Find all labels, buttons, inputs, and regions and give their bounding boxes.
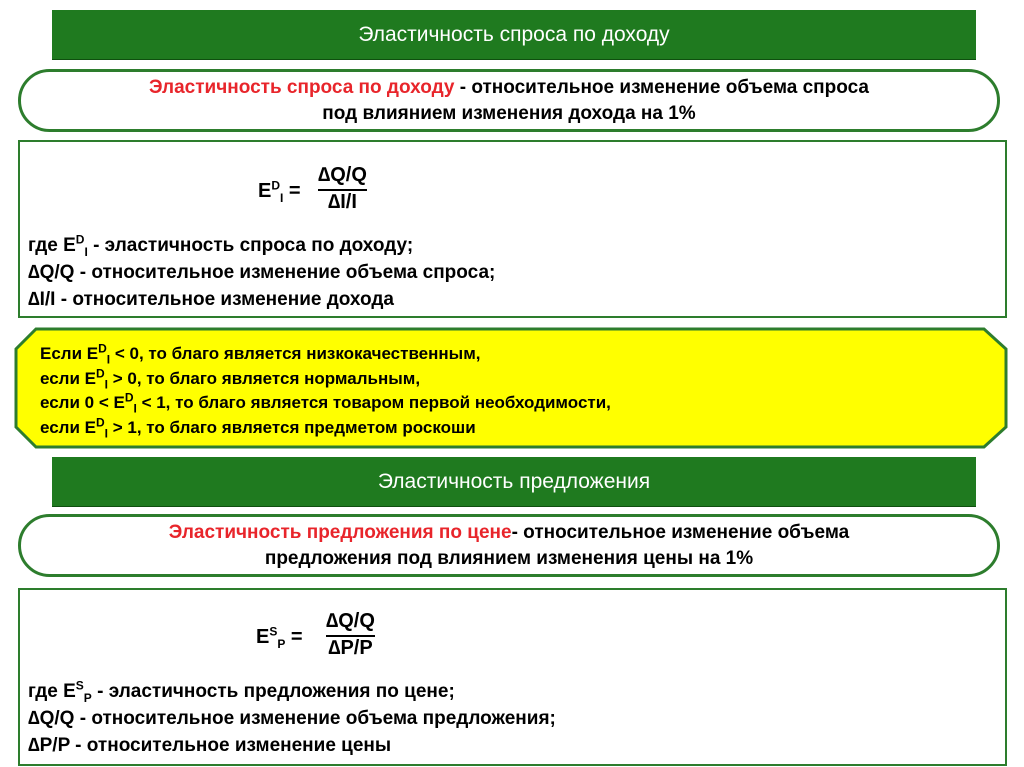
definition-line-2: предложения под влиянием изменения цены на 1% (264, 547, 754, 569)
formula-subscript: P (277, 637, 286, 651)
condition-line: если $E^D_I > 1$, то благо является предметом роскоши (40, 414, 476, 440)
definition-term: Эластичность предложения по цене (168, 521, 512, 543)
definition-term: Эластичность спроса по доходу (148, 76, 455, 98)
section-title-text: Эластичность предложения (377, 469, 651, 493)
definition-text: - относительное изменение объема спроса (454, 76, 869, 98)
formula-lhs (256, 626, 303, 649)
section-title-text: Эластичность спроса по доходу (358, 22, 670, 46)
formula-denominator: ∆P/P (326, 635, 375, 660)
formula-superscript: D (271, 178, 281, 193)
definition-box-supply-elasticity (18, 514, 1000, 577)
conditions-callout (14, 327, 1008, 449)
formula-fraction (326, 610, 375, 660)
condition-line: если $E^D_I > 0$, то благо является нормальным, (40, 365, 421, 391)
explanation-di: ∆I/I - относительное изменение дохода (28, 289, 395, 310)
explanation-e: где $E^D_I$ - эластичность спроса по доходу; (28, 232, 414, 259)
formula-numerator: ∆Q/Q (326, 610, 375, 632)
formula-superscript: S (269, 624, 278, 639)
formula-explanations (28, 232, 495, 313)
section-title-income-elasticity (52, 10, 976, 59)
formula-symbol: E (258, 180, 272, 202)
definition-line-2: под влиянием изменения дохода на 1% (322, 102, 696, 124)
definition-text: - относительное изменение объема (511, 521, 850, 543)
definition-line-1 (149, 75, 869, 101)
formula-box-income-elasticity (18, 140, 1007, 318)
formula-fraction (318, 164, 367, 214)
formula-symbol: E (256, 626, 270, 648)
explanation-e: где $E^S_P$ - эластичность предложения по цене; (28, 678, 455, 705)
section-title-supply-elasticity (52, 457, 976, 506)
condition-line: Если $E^D_I < 0$, то благо является низкокачественным, (40, 341, 481, 367)
formula-lhs (258, 180, 301, 203)
explanation-dq: ∆Q/Q - относительное изменение объема спроса; (28, 262, 496, 283)
definition-box-income-elasticity (18, 69, 1000, 132)
formula-explanations (28, 678, 556, 759)
formula-numerator: ∆Q/Q (318, 164, 367, 186)
explanation-dp: ∆P/P - относительное изменение цены (28, 735, 392, 756)
condition-line: если $0 < E^D_I < 1$, то благо является товаром первой необходимости, (40, 390, 611, 416)
formula-box-supply-elasticity (18, 588, 1007, 766)
formula-denominator: ∆I/I (318, 189, 367, 214)
formula-subscript: I (280, 191, 284, 205)
formula-equals: = (285, 626, 303, 648)
formula-equals: = (283, 180, 301, 202)
definition-line-1 (169, 520, 849, 546)
explanation-dq: ∆Q/Q - относительное изменение объема предложения; (28, 708, 556, 729)
conditions-list (40, 342, 611, 440)
